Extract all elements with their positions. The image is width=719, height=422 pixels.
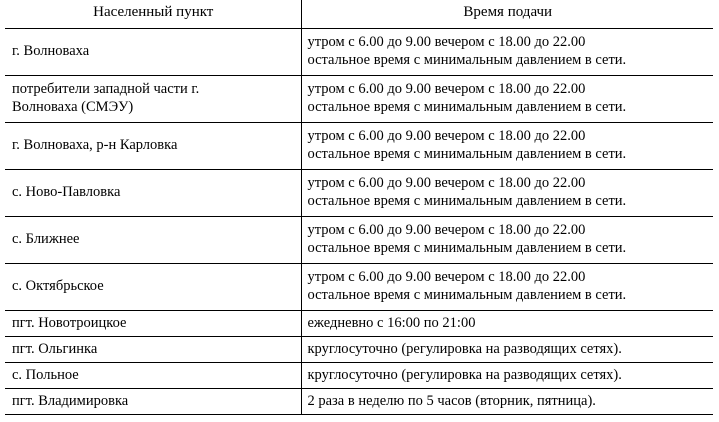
table-row bbox=[5, 217, 713, 264]
settlement-line: пгт. Ольгинка bbox=[12, 340, 98, 357]
cell-supply-time bbox=[301, 29, 713, 76]
table-row bbox=[5, 389, 713, 415]
supply-time-line: остальное время с минимальным давлением в сети. bbox=[307, 146, 627, 162]
cell-supply-time bbox=[301, 170, 713, 217]
supply-time-line: утром с 6.00 до 9.00 вечером с 18.00 до 22.00 bbox=[307, 128, 586, 145]
column-header-supply-time: Время подачи bbox=[301, 0, 713, 29]
supply-time-line: 2 раза в неделю по 5 часов (вторник, пятница). bbox=[307, 392, 596, 409]
settlement-line: г. Волноваха bbox=[12, 43, 90, 60]
supply-time-line: утром с 6.00 до 9.00 вечером с 18.00 до 22.00 bbox=[307, 222, 586, 239]
settlement-line: Волноваха (СМЭУ) bbox=[12, 99, 134, 115]
table-row bbox=[5, 363, 713, 389]
table-row bbox=[5, 76, 713, 123]
supply-time-line: утром с 6.00 до 9.00 вечером с 18.00 до 22.00 bbox=[307, 175, 586, 192]
cell-supply-time bbox=[301, 217, 713, 264]
settlement-line: с. Ближнее bbox=[12, 231, 80, 248]
cell-settlement bbox=[5, 264, 301, 311]
settlement-line: с. Октябрьское bbox=[12, 278, 104, 295]
table-header-row bbox=[5, 0, 713, 29]
cell-settlement bbox=[5, 217, 301, 264]
cell-settlement bbox=[5, 170, 301, 217]
cell-supply-time bbox=[301, 363, 713, 389]
settlement-line: пгт. Владимировка bbox=[12, 392, 129, 409]
cell-settlement bbox=[5, 76, 301, 123]
table-row bbox=[5, 170, 713, 217]
settlement-line: пгт. Новотроицкое bbox=[12, 314, 127, 331]
settlement-line: с. Ново-Павловка bbox=[12, 184, 121, 201]
supply-time-line: утром с 6.00 до 9.00 вечером с 18.00 до 22.00 bbox=[307, 269, 586, 286]
cell-supply-time bbox=[301, 76, 713, 123]
table-row bbox=[5, 311, 713, 337]
supply-time-line: остальное время с минимальным давлением в сети. bbox=[307, 99, 627, 115]
settlement-line: с. Польное bbox=[12, 366, 79, 383]
cell-settlement bbox=[5, 337, 301, 363]
cell-supply-time bbox=[301, 389, 713, 415]
table-header bbox=[5, 0, 713, 29]
settlement-line: г. Волноваха, р-н Карловка bbox=[12, 137, 178, 154]
table-row bbox=[5, 29, 713, 76]
table-row bbox=[5, 264, 713, 311]
cell-settlement bbox=[5, 123, 301, 170]
supply-time-line: ежедневно с 16:00 по 21:00 bbox=[307, 314, 476, 331]
table-row bbox=[5, 123, 713, 170]
supply-time-line: круглосуточно (регулировка на разводящих сетях). bbox=[307, 340, 622, 357]
water-supply-schedule-table bbox=[5, 0, 713, 415]
supply-time-line: утром с 6.00 до 9.00 вечером с 18.00 до 22.00 bbox=[307, 81, 586, 98]
table-row bbox=[5, 337, 713, 363]
supply-time-line: остальное время с минимальным давлением в сети. bbox=[307, 240, 627, 256]
cell-supply-time bbox=[301, 123, 713, 170]
settlement-line: потребители западной части г. bbox=[12, 81, 200, 98]
cell-settlement bbox=[5, 389, 301, 415]
column-header-settlement: Населенный пункт bbox=[5, 0, 301, 29]
supply-time-line: остальное время с минимальным давлением в сети. bbox=[307, 52, 627, 68]
cell-supply-time bbox=[301, 311, 713, 337]
cell-settlement bbox=[5, 29, 301, 76]
cell-settlement bbox=[5, 311, 301, 337]
supply-time-line: остальное время с минимальным давлением в сети. bbox=[307, 287, 627, 303]
cell-supply-time bbox=[301, 337, 713, 363]
supply-time-line: утром с 6.00 до 9.00 вечером с 18.00 до 22.00 bbox=[307, 34, 586, 51]
cell-supply-time bbox=[301, 264, 713, 311]
supply-time-line: остальное время с минимальным давлением в сети. bbox=[307, 193, 627, 209]
cell-settlement bbox=[5, 363, 301, 389]
supply-time-line: круглосуточно (регулировка на разводящих сетях). bbox=[307, 366, 622, 383]
table-body bbox=[5, 29, 713, 415]
